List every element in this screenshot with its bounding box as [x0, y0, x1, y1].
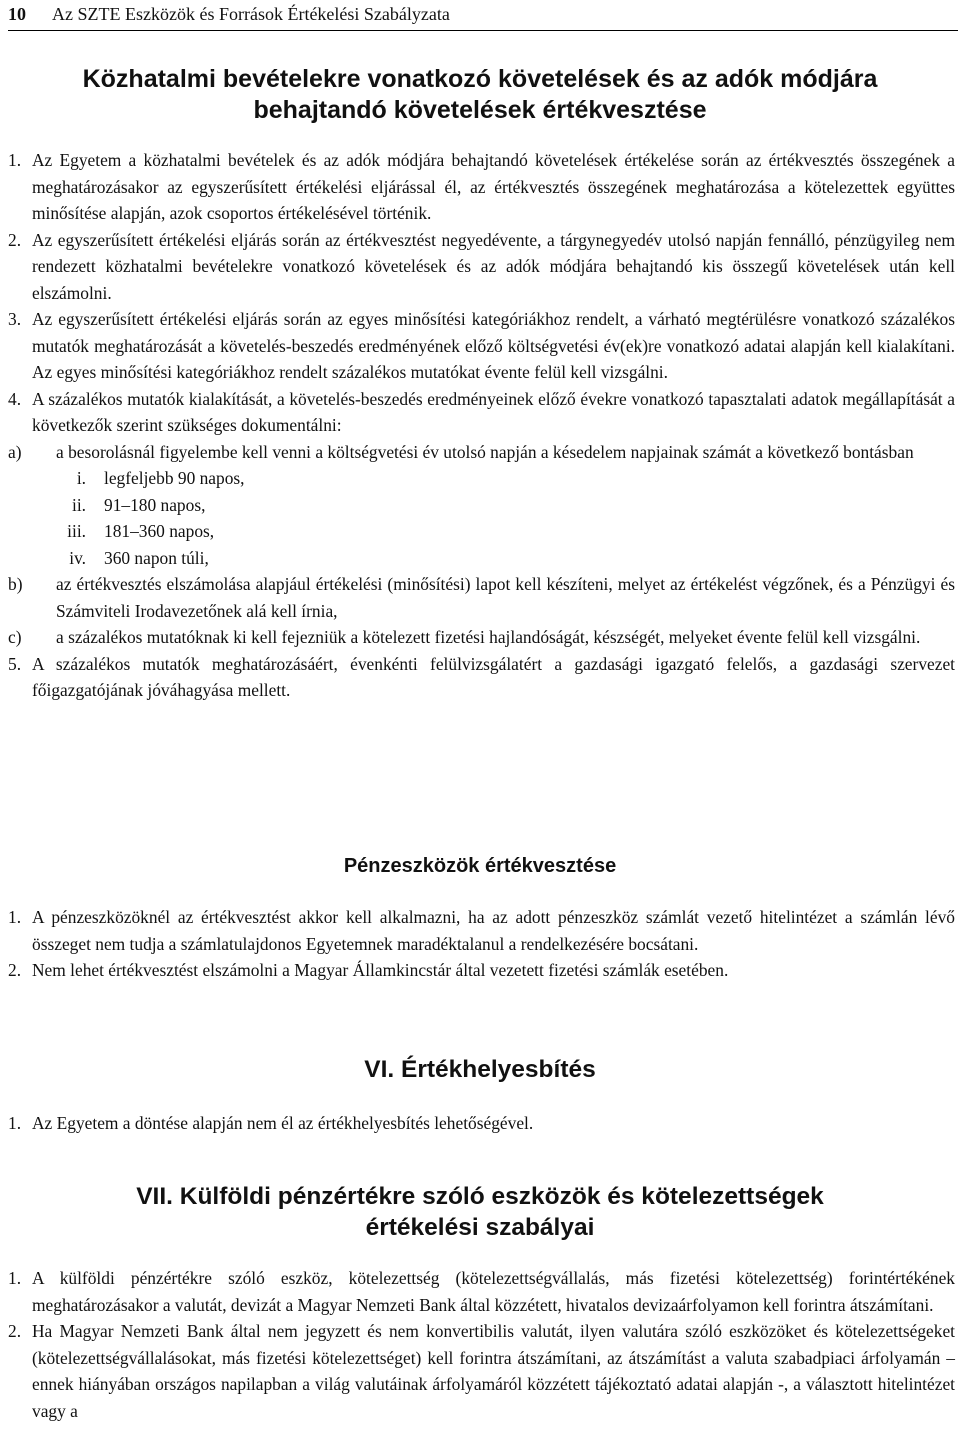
roman-label: i.	[76, 468, 86, 488]
foreign-currency-list	[8, 1265, 955, 1424]
roman-item	[8, 518, 955, 545]
item-text: A százalékos mutatók kialakítását, a követelés-beszedés eredményeinek előző évekre vonatkozó tapasztalati adatok megállapítását a következők szerint szükséges dokumentálni:	[32, 388, 955, 435]
roman-text: legfeljebb 90 napos,	[104, 468, 245, 488]
roman-label: ii.	[71, 494, 86, 515]
section-title-line2: behajtandó követelések értékvesztése	[253, 96, 707, 124]
list-item	[8, 386, 955, 439]
item-number: 4.	[8, 388, 22, 409]
sub-item-label: c)	[8, 627, 22, 647]
header-title: Az SZTE Eszközök és Források Értékelési Szabályzata	[52, 4, 450, 24]
receivables-list	[8, 147, 955, 704]
roman-text: 91–180 napos,	[104, 494, 206, 515]
sub-item-c	[8, 624, 955, 651]
section-title-cash: Pénzeszközök értékvesztése	[343, 855, 617, 877]
roman-label: iv.	[69, 547, 86, 568]
item-text: Az egyszerűsített értékelési eljárás során az értékvesztést negyedévente, a tárgynegyedév utolsó napján fennálló, pénzügyileg nem rendezett közhatalmi bevételekre vonatkozó követelések és az adók módjára behajtandó kis összegű követelések után kell elszámolni.	[32, 229, 955, 303]
item-text: Az egyszerűsített értékelési eljárás során az egyes minősítési kategóriákhoz rendelt, a várható megtérülésre vonatkozó százalékos mutatók meghatározását a követelés-beszedés eredményének előző költségvetési év(ek)re vonatkozó adatai alapján kell kialakítani. Az egyes minősítési kategóriákhoz rendelt százalékos mutatókat évente felül kell vizsgálni.	[32, 309, 955, 382]
item-text: Nem lehet értékvesztést elszámolni a Magyar Államkincstár által vezetett fizetési számlák esetében.	[32, 960, 729, 980]
list-item	[8, 306, 955, 386]
list-item	[8, 1318, 955, 1424]
item-number: 1.	[8, 907, 22, 927]
item-number: 1.	[8, 1268, 22, 1288]
page-number: 10	[8, 4, 26, 24]
list-item	[8, 1110, 955, 1137]
item-text: Az Egyetem a közhatalmi bevételek és az adók módjára behajtandó követelések értékelése során az értékvesztés összegének a meghatározásakor az egyszerűsített értékelési eljárással él, az értékvesztés összegének meghatározása a kötelezettek együttes minősítése alapján, azok csoportos értékelésével történik.	[32, 150, 955, 223]
item-number: 1.	[8, 1113, 22, 1133]
roman-label: iii.	[67, 521, 86, 541]
revaluation-list	[8, 1110, 955, 1137]
list-item	[8, 147, 955, 227]
item-text: A pénzeszközöknél az értékvesztést akkor kell alkalmazni, ha az adott pénzeszköz számlát vezető hitelintézet a számlán lévő összeget nem tudja a számlatulajdonos Egyetemnek maradéktalanul a rendelkezésére bocsátani.	[32, 907, 955, 954]
roman-item	[8, 545, 955, 572]
item-number: 5.	[8, 653, 22, 674]
item-number: 2.	[8, 960, 22, 980]
list-item	[8, 651, 955, 704]
list-item	[8, 904, 955, 957]
item-number: 2.	[8, 229, 22, 250]
roman-text: 181–360 napos,	[104, 521, 215, 541]
page-header	[8, 1, 958, 31]
section-title-line2: értékelési szabályai	[365, 1214, 595, 1241]
list-item	[8, 227, 955, 307]
sub-item-text: a százalékos mutatóknak ki kell fejezniük a kötelezett fizetési hajlandóságát, készségét, melyeket évente felül kell vizsgálni.	[56, 627, 921, 647]
roman-item	[8, 492, 955, 519]
sub-item-text: az értékvesztés elszámolása alapjául értékelési (minősítési) lapot kell készíteni, melyet az értékelést végzőnek, és a Pénzügyi és Számviteli Irodavezetőnek alá kell írnia,	[56, 574, 955, 621]
sub-item-text: a besorolásnál figyelembe kell venni a költségvetési év utolsó napján a késedelem napjainak számát a következő bontásban	[56, 441, 914, 462]
sub-item-a	[8, 439, 955, 466]
section-title-foreign-currency	[0, 1181, 960, 1243]
list-item	[8, 1265, 955, 1318]
item-text: A külföldi pénzértékre szóló eszköz, kötelezettség (kötelezettségvállalás, más fizetési kötelezettség) forintértékének meghatározásakor a valutát, devizát a Magyar Nemzeti Bank által közzétett, hivatalos devizaárfolyamon kell forintra átszámítani.	[32, 1268, 955, 1315]
item-number: 3.	[8, 309, 22, 329]
item-number: 1.	[8, 150, 22, 170]
item-text: Az Egyetem a döntése alapján nem él az értékhelyesbítés lehetőségével.	[32, 1113, 534, 1133]
list-item	[8, 957, 955, 984]
item-text: Ha Magyar Nemzeti Bank által nem jegyzett és nem konvertibilis valutát, ilyen valutára szóló eszközöket és kötelezettségeket (kötelezettségvállalásokat, más fizetési kötelezettséget) kell forintra átszámítani, az átszámítást a valuta szabadpiaci árfolyamán – ennek hiányában országos napilapban a világ valutáinak árfolyamáról közzétett tájékoztató adatai alapján -, a választott hitelintézet vagy a	[32, 1321, 955, 1421]
roman-text: 360 napon túli,	[104, 547, 209, 568]
roman-item	[8, 465, 955, 492]
sub-item-label: b)	[8, 574, 23, 594]
sub-item-label: a)	[8, 441, 22, 462]
item-text: A százalékos mutatók meghatározásáért, évenkénti felülvizsgálatért a gazdasági igazgató felelős, a gazdasági szervezet főigazgatójának jóváhagyása mellett.	[32, 653, 955, 700]
item-number: 2.	[8, 1321, 22, 1341]
section-title-revaluation: VI. Értékhelyesbítés	[364, 1056, 596, 1083]
sub-item-b	[8, 571, 955, 624]
cash-list	[8, 904, 955, 984]
section-title-receivables	[0, 64, 960, 126]
section-title-line1: Közhatalmi bevételekre vonatkozó követelések és az adók módjára	[82, 65, 878, 93]
section-title-line1: VII. Külföldi pénzértékre szóló eszközök és kötelezettségek	[136, 1183, 824, 1210]
